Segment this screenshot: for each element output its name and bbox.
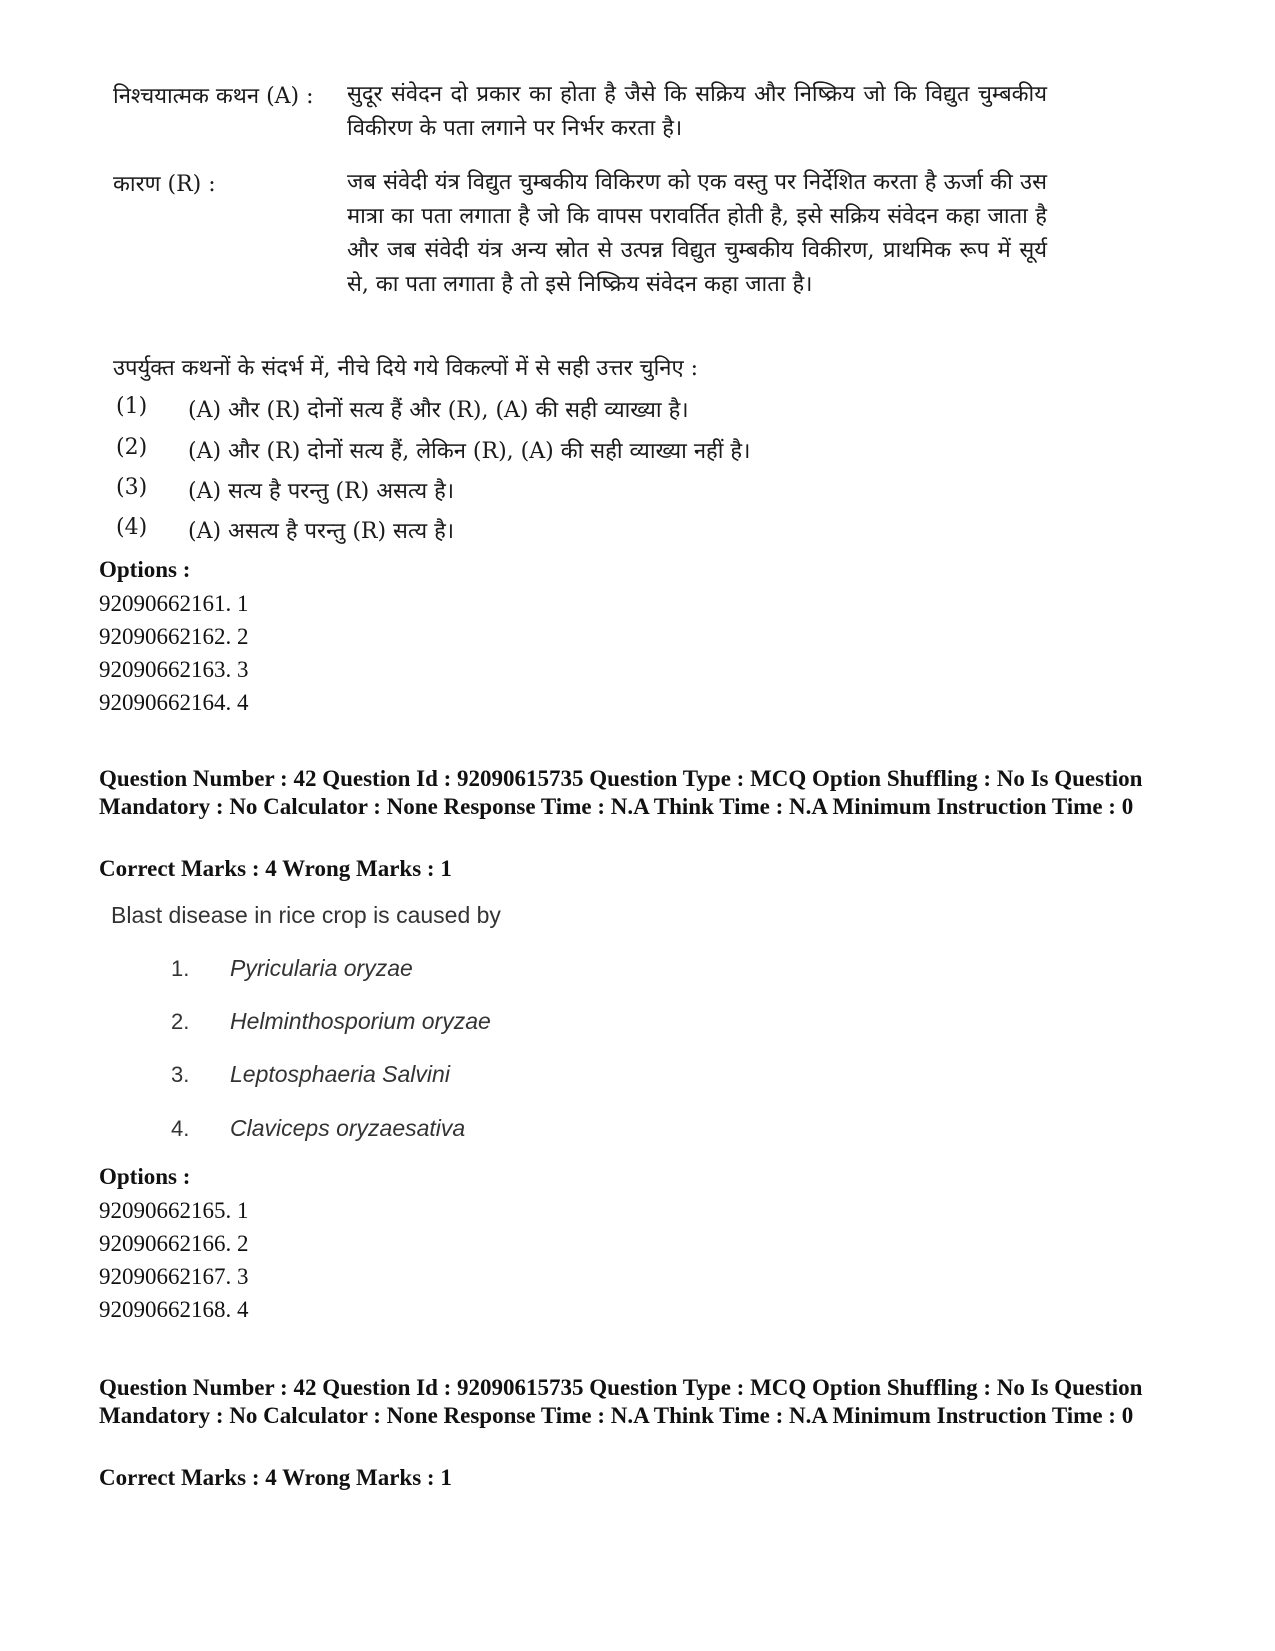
question-text: Blast disease in rice crop is caused by: [111, 902, 501, 928]
question-choice-text: Helminthosporium oryzae: [230, 1008, 491, 1034]
question-choice-text: Leptosphaeria Salvini: [230, 1061, 450, 1087]
assertion-text: सुदूर संवेदन दो प्रकार का होता है जैसे कि सक्रिय और निष्क्रिय जो कि विद्युत चुम्बकीय विकीरण के पता लगाने पर निर्भर करता है।: [347, 82, 1047, 141]
hindi-choice-text: (A) और (R) दोनों सत्य हैं, लेकिन (R), (A) की सही व्याख्या नहीं है।: [188, 439, 751, 464]
option-item: 92090662162. 2: [99, 624, 249, 649]
assertion-label: निश्चयात्मक कथन (A) :: [113, 84, 314, 109]
hindi-choice-number: (2): [116, 435, 148, 460]
option-item: 92090662168. 4: [99, 1297, 249, 1322]
reason-label: कारण (R) :: [113, 172, 216, 197]
hindi-choice-number: (4): [116, 515, 148, 540]
option-item: 92090662163. 3: [99, 657, 249, 682]
option-item: 92090662161. 1: [99, 591, 249, 616]
question-choice-number: 4.: [171, 1116, 190, 1141]
question-choice-number: 1.: [171, 956, 190, 981]
question-choice-number: 3.: [171, 1062, 190, 1087]
hindi-choice-number: (1): [116, 394, 148, 419]
reason-text: जब संवेदी यंत्र विद्युत चुम्बकीय विकिरण को एक वस्तु पर निर्देशित करता है ऊर्जा की उस मात्रा का पता लगाता है जो कि वापस परावर्तित होती है, इसे सक्रिय संवेदन कहा जाता है और जब संवेदी यंत्र अन्य स्रोत से उत्पन्न विद्युत चुम्बकीय विकीरण, प्राथमिक रूप में सूर्य से, का पता लगाता है तो इसे निष्क्रिय संवेदन कहा जाता है।: [347, 170, 1047, 297]
hindi-choice-text: (A) सत्य है परन्तु (R) असत्य है।: [188, 479, 455, 504]
options-heading: Options :: [99, 557, 191, 582]
question-meta: Question Number : 42 Question Id : 92090615735 Question Type : MCQ Option Shuffling : No Is Question Mandatory : No Calculator : None Response Time : N.A Think Time : N.A Minimum Instruction Time : 0: [99, 766, 1143, 819]
option-item: 92090662166. 2: [99, 1231, 249, 1256]
question-choice-text: Claviceps oryzaesativa: [230, 1115, 466, 1141]
question-marks: Correct Marks : 4 Wrong Marks : 1: [99, 1465, 452, 1490]
question-meta: Question Number : 42 Question Id : 92090615735 Question Type : MCQ Option Shuffling : No Is Question Mandatory : No Calculator : None Response Time : N.A Think Time : N.A Minimum Instruction Time : 0: [99, 1375, 1143, 1428]
option-item: 92090662164. 4: [99, 690, 249, 715]
hindi-choice-text: (A) असत्य है परन्तु (R) सत्य है।: [188, 519, 455, 544]
option-item: 92090662165. 1: [99, 1198, 249, 1223]
hindi-choice-text: (A) और (R) दोनों सत्य हैं और (R), (A) की सही व्याख्या है।: [188, 398, 689, 423]
question-marks: Correct Marks : 4 Wrong Marks : 1: [99, 856, 452, 881]
hindi-instruction: उपर्युक्त कथनों के संदर्भ में, नीचे दिये गये विकल्पों में से सही उत्तर चुनिए :: [113, 356, 699, 381]
question-choice-number: 2.: [171, 1009, 190, 1034]
hindi-choice-number: (3): [116, 475, 148, 500]
option-item: 92090662167. 3: [99, 1264, 249, 1289]
question-choice-text: Pyricularia oryzae: [230, 955, 413, 981]
options-heading: Options :: [99, 1164, 191, 1189]
